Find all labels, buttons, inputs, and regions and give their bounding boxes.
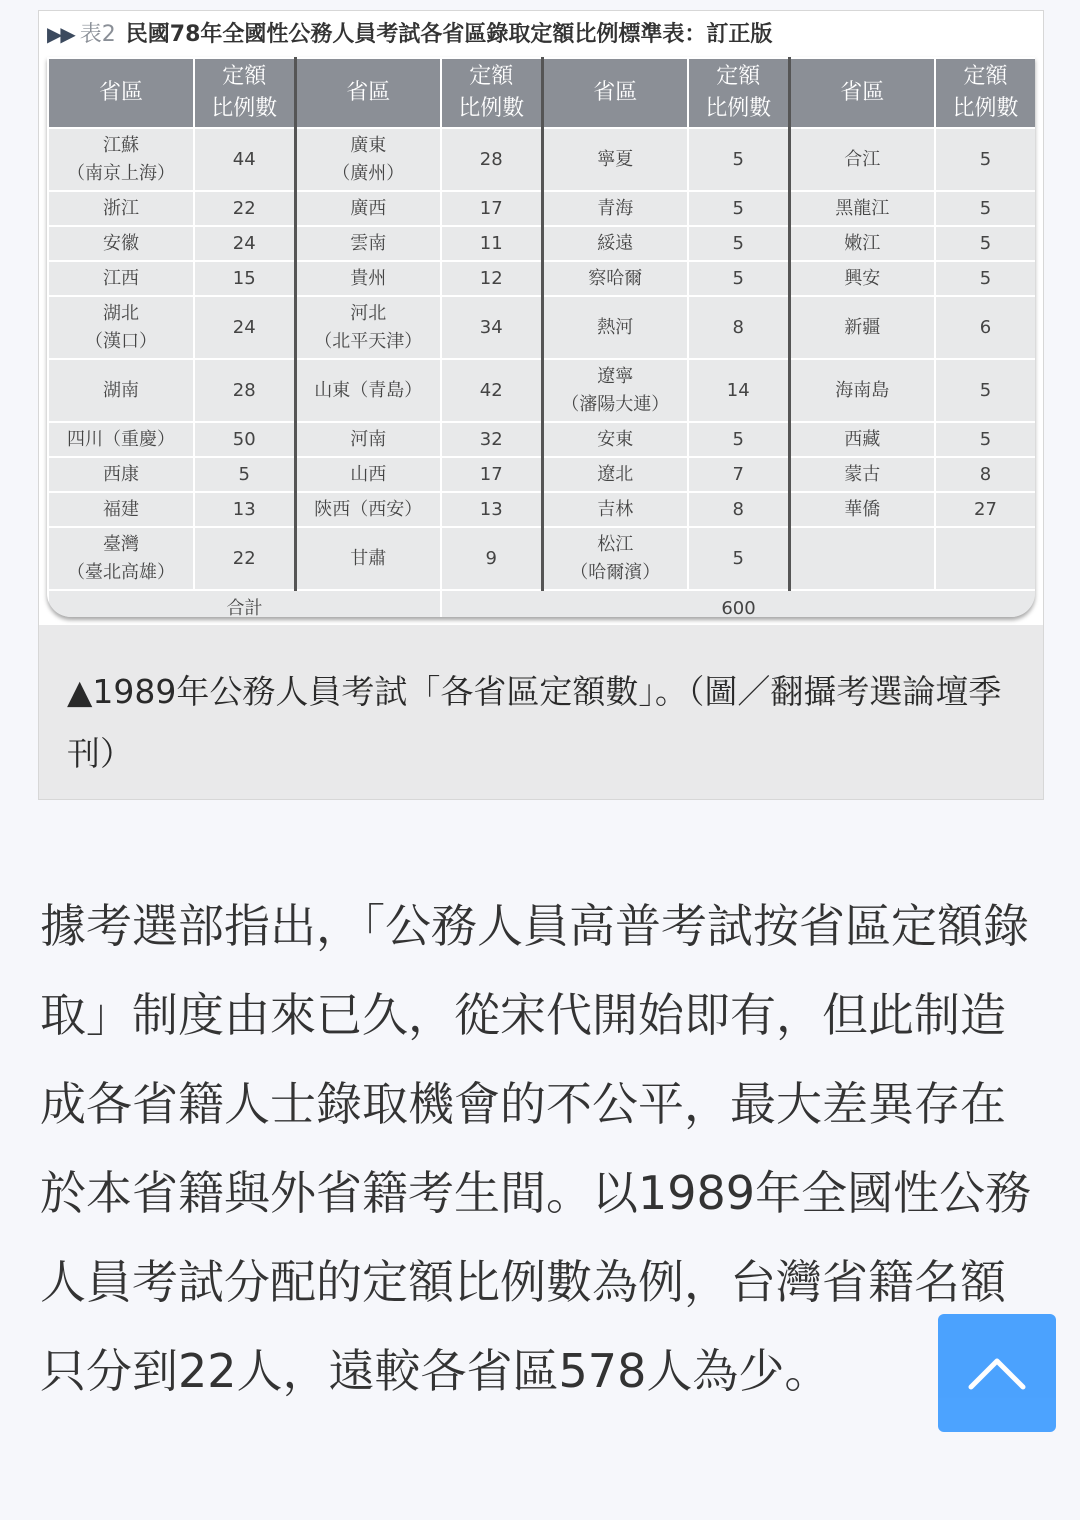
region-name: 江蘇 xyxy=(103,134,139,156)
quota-cell: 17 xyxy=(441,191,542,226)
region-cell xyxy=(542,296,688,359)
region-cell xyxy=(542,261,688,296)
region-city: （廣州） xyxy=(332,162,405,184)
quota-cell: 50 xyxy=(194,422,295,457)
region-cell xyxy=(542,457,688,492)
region-name: 雲南 xyxy=(350,232,387,254)
table-image xyxy=(39,11,1043,625)
header-region: 省區 xyxy=(48,58,194,128)
region-city: （南京上海） xyxy=(67,162,175,184)
region-name: 四川（重慶） xyxy=(67,428,175,450)
region-cell xyxy=(295,527,441,590)
region-name: 寧夏 xyxy=(597,148,634,170)
region-cell xyxy=(295,261,441,296)
quota-cell: 8 xyxy=(688,492,789,527)
quota-cell: 34 xyxy=(441,296,542,359)
region-name: 綏遠 xyxy=(597,232,634,254)
header-region: 省區 xyxy=(295,58,441,128)
region-cell xyxy=(48,527,194,590)
region-cell xyxy=(789,359,935,422)
quota-cell: 5 xyxy=(688,128,789,191)
region-name: 河北 xyxy=(350,302,387,324)
table-row xyxy=(48,128,1035,191)
region-name: 廣東 xyxy=(350,134,387,156)
region-name: 松江 xyxy=(597,533,634,555)
chevron-up-icon xyxy=(965,1353,1029,1393)
quota-cell: 9 xyxy=(441,527,542,590)
quota-cell: 14 xyxy=(688,359,789,422)
header-quota: 定額 比例數 xyxy=(935,58,1035,128)
region-name: 陝西（西安） xyxy=(314,498,423,520)
region-cell xyxy=(295,296,441,359)
quota-cell: 13 xyxy=(194,492,295,527)
region-cell xyxy=(542,128,688,191)
region-name: 合江 xyxy=(844,148,881,170)
region-name: 蒙古 xyxy=(844,463,881,485)
quota-cell: 28 xyxy=(194,359,295,422)
quota-cell: 5 xyxy=(688,422,789,457)
quota-cell: 5 xyxy=(935,261,1035,296)
quota-cell: 5 xyxy=(935,128,1035,191)
region-cell xyxy=(542,226,688,261)
table-header-row xyxy=(48,58,1035,128)
region-city: （臺北高雄） xyxy=(67,561,175,583)
scroll-to-top-button[interactable] xyxy=(938,1314,1056,1432)
region-cell xyxy=(295,226,441,261)
quota-cell: 12 xyxy=(441,261,542,296)
table-number: 表2 xyxy=(79,22,116,47)
region-cell xyxy=(48,296,194,359)
table-title xyxy=(47,15,772,53)
total-value: 600 xyxy=(441,590,1035,617)
region-cell xyxy=(542,422,688,457)
header-region: 省區 xyxy=(542,58,688,128)
quota-cell: 5 xyxy=(194,457,295,492)
region-cell xyxy=(789,226,935,261)
quota-cell: 5 xyxy=(935,191,1035,226)
quota-cell: 5 xyxy=(688,261,789,296)
table-row xyxy=(48,261,1035,296)
region-cell xyxy=(789,422,935,457)
region-name: 湖南 xyxy=(103,379,139,401)
quota-cell: 42 xyxy=(441,359,542,422)
region-cell xyxy=(789,128,935,191)
header-quota: 定額 比例數 xyxy=(194,58,295,128)
region-cell xyxy=(295,128,441,191)
region-cell xyxy=(48,457,194,492)
region-name: 西藏 xyxy=(844,428,881,450)
quota-cell: 24 xyxy=(194,226,295,261)
region-cell xyxy=(789,191,935,226)
title-marker: ▶▶ xyxy=(47,22,74,46)
region-name: 新疆 xyxy=(844,316,881,338)
header-quota: 定額 比例數 xyxy=(441,58,542,128)
table-title-text: 民國78年全國性公務人員考試各省區錄取定額比例標準表：訂正版 xyxy=(125,22,773,47)
region-cell xyxy=(789,261,935,296)
region-name: 吉林 xyxy=(597,498,634,520)
region-city: （北平天津） xyxy=(314,330,423,352)
region-name: 福建 xyxy=(103,498,139,520)
region-cell xyxy=(789,296,935,359)
region-name: 河南 xyxy=(350,428,387,450)
region-name: 西康 xyxy=(103,463,139,485)
quota-cell: 32 xyxy=(441,422,542,457)
region-city: （哈爾濱） xyxy=(570,561,661,583)
region-name: 甘肅 xyxy=(350,547,387,569)
region-cell xyxy=(789,457,935,492)
region-city: （漢口） xyxy=(85,330,157,352)
region-name: 湖北 xyxy=(103,302,139,324)
quota-cell xyxy=(935,527,1035,590)
table-row xyxy=(48,457,1035,492)
figure-caption: ▲1989年公務人員考試「各省區定額數」。（圖／翻攝考選論壇季刊） xyxy=(67,672,1002,773)
table-row xyxy=(48,296,1035,359)
quota-cell: 17 xyxy=(441,457,542,492)
region-cell xyxy=(295,359,441,422)
table-row xyxy=(48,191,1035,226)
region-cell xyxy=(48,359,194,422)
region-name: 遼寧 xyxy=(597,365,634,387)
quota-cell: 13 xyxy=(441,492,542,527)
region-name: 安徽 xyxy=(103,232,139,254)
region-name: 華僑 xyxy=(844,498,881,520)
region-cell xyxy=(295,191,441,226)
quota-cell: 44 xyxy=(194,128,295,191)
region-cell xyxy=(48,261,194,296)
quota-cell: 5 xyxy=(935,422,1035,457)
region-name: 江西 xyxy=(103,267,139,289)
quota-cell: 27 xyxy=(935,492,1035,527)
region-city: （瀋陽大連） xyxy=(561,393,670,415)
quota-cell: 11 xyxy=(441,226,542,261)
table-row xyxy=(48,422,1035,457)
region-cell xyxy=(48,422,194,457)
region-name: 貴州 xyxy=(350,267,387,289)
region-name: 海南島 xyxy=(835,379,890,401)
region-name: 安東 xyxy=(597,428,634,450)
region-name: 臺灣 xyxy=(103,533,139,555)
region-name: 遼北 xyxy=(597,463,634,485)
region-cell xyxy=(542,492,688,527)
region-cell xyxy=(48,191,194,226)
quota-cell: 22 xyxy=(194,191,295,226)
table-row xyxy=(48,527,1035,590)
region-name: 山西 xyxy=(350,463,387,485)
total-row xyxy=(48,590,1035,617)
region-cell xyxy=(48,492,194,527)
region-cell xyxy=(48,226,194,261)
quota-table-frame xyxy=(47,57,1035,617)
quota-cell: 5 xyxy=(935,226,1035,261)
quota-cell: 24 xyxy=(194,296,295,359)
header-region: 省區 xyxy=(789,58,935,128)
region-cell xyxy=(542,527,688,590)
region-cell xyxy=(542,191,688,226)
region-name: 廣西 xyxy=(350,197,387,219)
region-name: 興安 xyxy=(844,267,881,289)
region-name: 嫩江 xyxy=(844,232,881,254)
quota-cell: 5 xyxy=(688,527,789,590)
table-row xyxy=(48,492,1035,527)
quota-table xyxy=(47,57,1035,617)
region-name: 山東（青島） xyxy=(314,379,423,401)
region-name: 黑龍江 xyxy=(835,197,890,219)
article-figure xyxy=(38,10,1044,800)
region-cell xyxy=(48,128,194,191)
region-cell xyxy=(542,359,688,422)
region-cell xyxy=(789,527,935,590)
quota-cell: 8 xyxy=(688,296,789,359)
quota-cell: 22 xyxy=(194,527,295,590)
region-cell xyxy=(295,492,441,527)
region-name: 熱河 xyxy=(597,316,634,338)
quota-cell: 28 xyxy=(441,128,542,191)
total-label: 合計 xyxy=(48,590,441,617)
quota-cell: 8 xyxy=(935,457,1035,492)
region-name: 察哈爾 xyxy=(588,267,643,289)
region-cell xyxy=(295,422,441,457)
region-cell xyxy=(295,457,441,492)
table-row xyxy=(48,226,1035,261)
table-row xyxy=(48,359,1035,422)
quota-cell: 6 xyxy=(935,296,1035,359)
quota-cell: 5 xyxy=(935,359,1035,422)
quota-cell: 5 xyxy=(688,226,789,261)
quota-cell: 15 xyxy=(194,261,295,296)
region-name: 浙江 xyxy=(103,197,139,219)
quota-cell: 5 xyxy=(688,191,789,226)
quota-cell: 7 xyxy=(688,457,789,492)
region-name: 青海 xyxy=(597,197,634,219)
article-paragraph: 據考選部指出，「公務人員高普考試按省區定額錄取」制度由來已久，從宋代開始即有，但此制造成各省籍人士錄取機會的不公平，最大差異存在於本省籍與外省籍考生間。以1989年全國性公務人員考試分配的定額比例數為例，台灣省籍名額只分到22人，遠較各省區578人為少。 xyxy=(40,899,1032,1398)
region-cell xyxy=(789,492,935,527)
header-quota: 定額 比例數 xyxy=(688,58,789,128)
